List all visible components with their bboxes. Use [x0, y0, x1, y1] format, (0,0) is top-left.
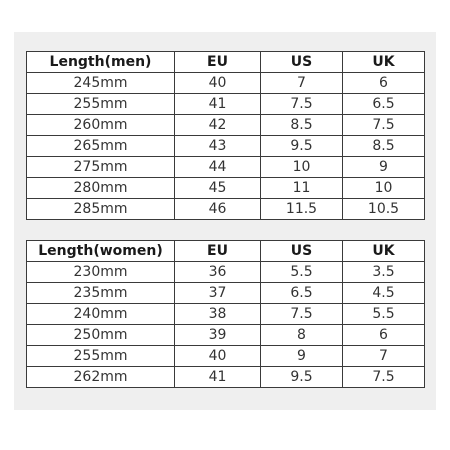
uk-cell: 4.5 — [343, 283, 425, 304]
length-cell: 245mm — [27, 73, 175, 94]
eu-cell: 40 — [175, 73, 261, 94]
men-length-header: Length(men) — [27, 52, 175, 73]
us-cell: 7 — [261, 73, 343, 94]
eu-cell: 36 — [175, 262, 261, 283]
women-size-table — [26, 240, 425, 388]
men-us-header: US — [261, 52, 343, 73]
length-cell: 235mm — [27, 283, 175, 304]
uk-cell: 7.5 — [343, 115, 425, 136]
eu-cell: 44 — [175, 157, 261, 178]
women-uk-header: UK — [343, 241, 425, 262]
us-cell: 9 — [261, 346, 343, 367]
us-cell: 11.5 — [261, 199, 343, 220]
length-cell: 260mm — [27, 115, 175, 136]
eu-cell: 38 — [175, 304, 261, 325]
table-row — [27, 367, 425, 388]
uk-cell: 6 — [343, 325, 425, 346]
uk-cell: 7 — [343, 346, 425, 367]
table-row — [27, 73, 425, 94]
table-row — [27, 136, 425, 157]
table-row — [27, 199, 425, 220]
eu-cell: 40 — [175, 346, 261, 367]
women-eu-header: EU — [175, 241, 261, 262]
length-cell: 255mm — [27, 94, 175, 115]
us-cell: 8 — [261, 325, 343, 346]
uk-cell: 8.5 — [343, 136, 425, 157]
us-cell: 11 — [261, 178, 343, 199]
table-row — [27, 304, 425, 325]
table-row — [27, 157, 425, 178]
eu-cell: 42 — [175, 115, 261, 136]
women-us-header: US — [261, 241, 343, 262]
eu-cell: 45 — [175, 178, 261, 199]
eu-cell: 41 — [175, 94, 261, 115]
us-cell: 8.5 — [261, 115, 343, 136]
length-cell: 250mm — [27, 325, 175, 346]
table-row — [27, 178, 425, 199]
uk-cell: 6.5 — [343, 94, 425, 115]
us-cell: 10 — [261, 157, 343, 178]
men-header-row — [27, 52, 425, 73]
table-row — [27, 94, 425, 115]
us-cell: 7.5 — [261, 94, 343, 115]
table-row — [27, 262, 425, 283]
length-cell: 285mm — [27, 199, 175, 220]
eu-cell: 43 — [175, 136, 261, 157]
us-cell: 9.5 — [261, 136, 343, 157]
length-cell: 262mm — [27, 367, 175, 388]
length-cell: 255mm — [27, 346, 175, 367]
uk-cell: 10.5 — [343, 199, 425, 220]
table-row — [27, 346, 425, 367]
eu-cell: 41 — [175, 367, 261, 388]
men-eu-header: EU — [175, 52, 261, 73]
length-cell: 275mm — [27, 157, 175, 178]
eu-cell: 46 — [175, 199, 261, 220]
uk-cell: 7.5 — [343, 367, 425, 388]
women-length-header: Length(women) — [27, 241, 175, 262]
eu-cell: 37 — [175, 283, 261, 304]
us-cell: 6.5 — [261, 283, 343, 304]
uk-cell: 5.5 — [343, 304, 425, 325]
us-cell: 5.5 — [261, 262, 343, 283]
table-row — [27, 283, 425, 304]
length-cell: 265mm — [27, 136, 175, 157]
length-cell: 280mm — [27, 178, 175, 199]
women-header-row — [27, 241, 425, 262]
uk-cell: 3.5 — [343, 262, 425, 283]
eu-cell: 39 — [175, 325, 261, 346]
uk-cell: 10 — [343, 178, 425, 199]
us-cell: 9.5 — [261, 367, 343, 388]
table-row — [27, 325, 425, 346]
uk-cell: 9 — [343, 157, 425, 178]
uk-cell: 6 — [343, 73, 425, 94]
us-cell: 7.5 — [261, 304, 343, 325]
length-cell: 230mm — [27, 262, 175, 283]
length-cell: 240mm — [27, 304, 175, 325]
men-uk-header: UK — [343, 52, 425, 73]
table-row — [27, 115, 425, 136]
men-size-table — [26, 51, 425, 220]
